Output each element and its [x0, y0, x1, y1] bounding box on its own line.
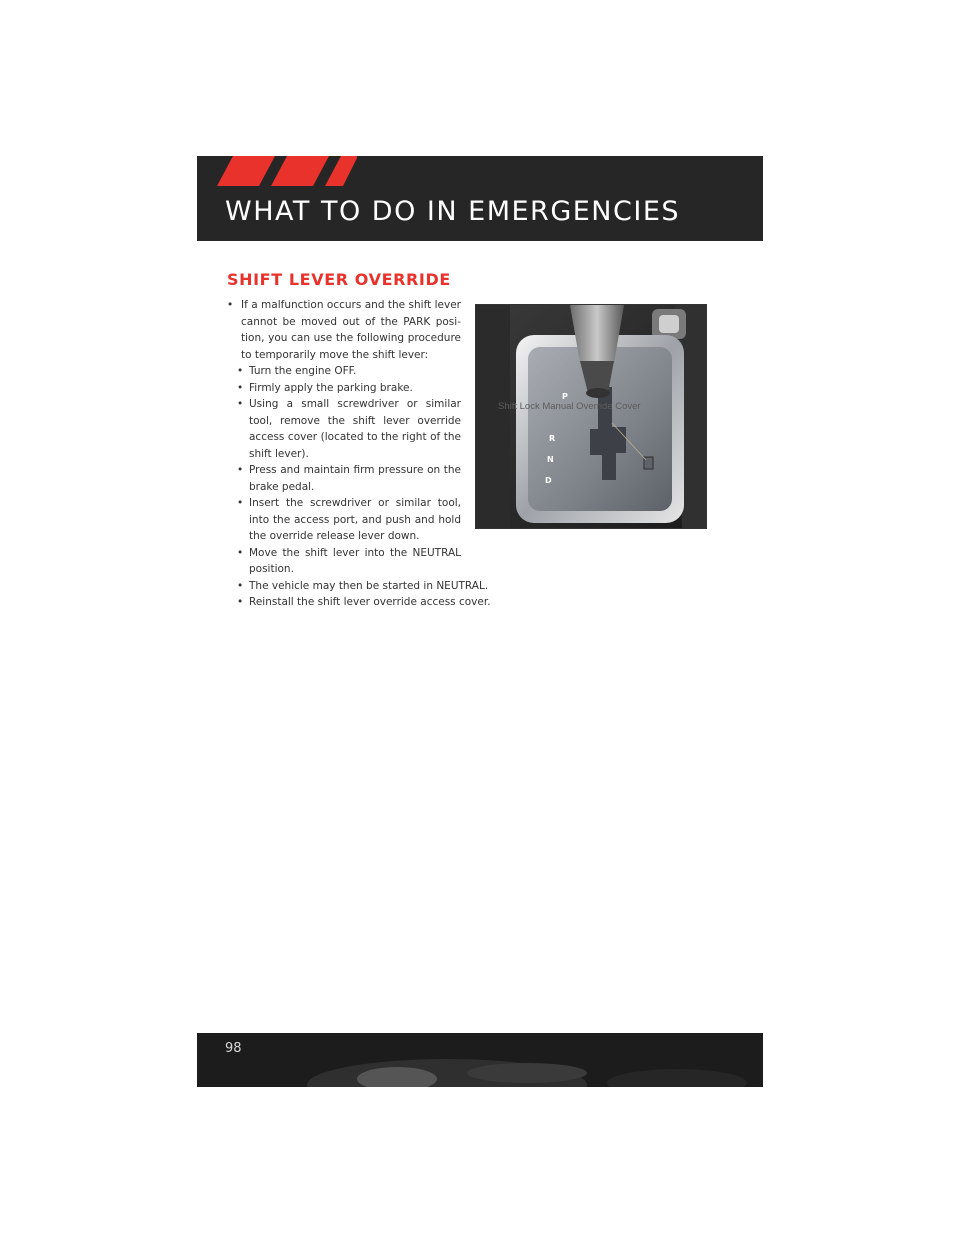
bullet-icon: •: [237, 546, 244, 559]
intro-paragraph: • If a malfunction occurs and the shift lever cannot be moved out of the PARK posi-tion, you can use the following procedure to temporarily move the shift lever:: [227, 299, 461, 361]
procedure-text: [227, 297, 502, 611]
page-title: WHAT TO DO IN EMERGENCIES: [225, 196, 681, 227]
bullet-icon: •: [237, 464, 244, 476]
list-item: • Turn the engine OFF.: [237, 363, 461, 380]
shifter-illustration: [476, 305, 707, 529]
steps-list: [237, 363, 502, 611]
bullet-icon: •: [237, 381, 244, 394]
header-band: [197, 156, 763, 241]
bullet-icon: •: [237, 398, 244, 410]
list-item: • Reinstall the shift lever override access cover.: [237, 594, 512, 611]
footer-background: [197, 1033, 763, 1087]
list-item: • Press and maintain firm pressure on the brake pedal.: [237, 464, 461, 493]
bullet-icon: •: [237, 596, 244, 608]
footer-band: [197, 1033, 763, 1087]
bullet-icon: •: [237, 365, 244, 377]
gear-label-p: P: [562, 392, 568, 401]
section-heading: SHIFT LEVER OVERRIDE: [227, 270, 451, 289]
list-item: • Move the shift lever into the NEUTRAL position.: [237, 546, 461, 575]
shifter-photo: [475, 304, 707, 529]
list-item: • The vehicle may then be started in NEUTRAL.: [237, 578, 512, 595]
page-number: 98: [225, 1041, 242, 1056]
racing-stripes-icon: [217, 156, 357, 186]
list-item: • Insert the screwdriver or similar tool, into the access port, and push and hold the override release lever down.: [237, 497, 461, 542]
list-item: • Using a small screwdriver or similar tool, remove the shift lever override access cover (located to the right of the shift lever).: [237, 398, 461, 460]
gear-label-r: R: [549, 434, 556, 443]
bullet-icon: •: [237, 579, 244, 592]
gear-label-d: D: [545, 476, 552, 485]
bullet-icon: •: [237, 497, 244, 509]
photo-caption: Shift Lock Manual Override Cover: [498, 401, 641, 412]
bullet-icon: •: [227, 299, 234, 311]
list-item: • Firmly apply the parking brake.: [237, 380, 461, 397]
gear-label-n: N: [547, 455, 554, 464]
